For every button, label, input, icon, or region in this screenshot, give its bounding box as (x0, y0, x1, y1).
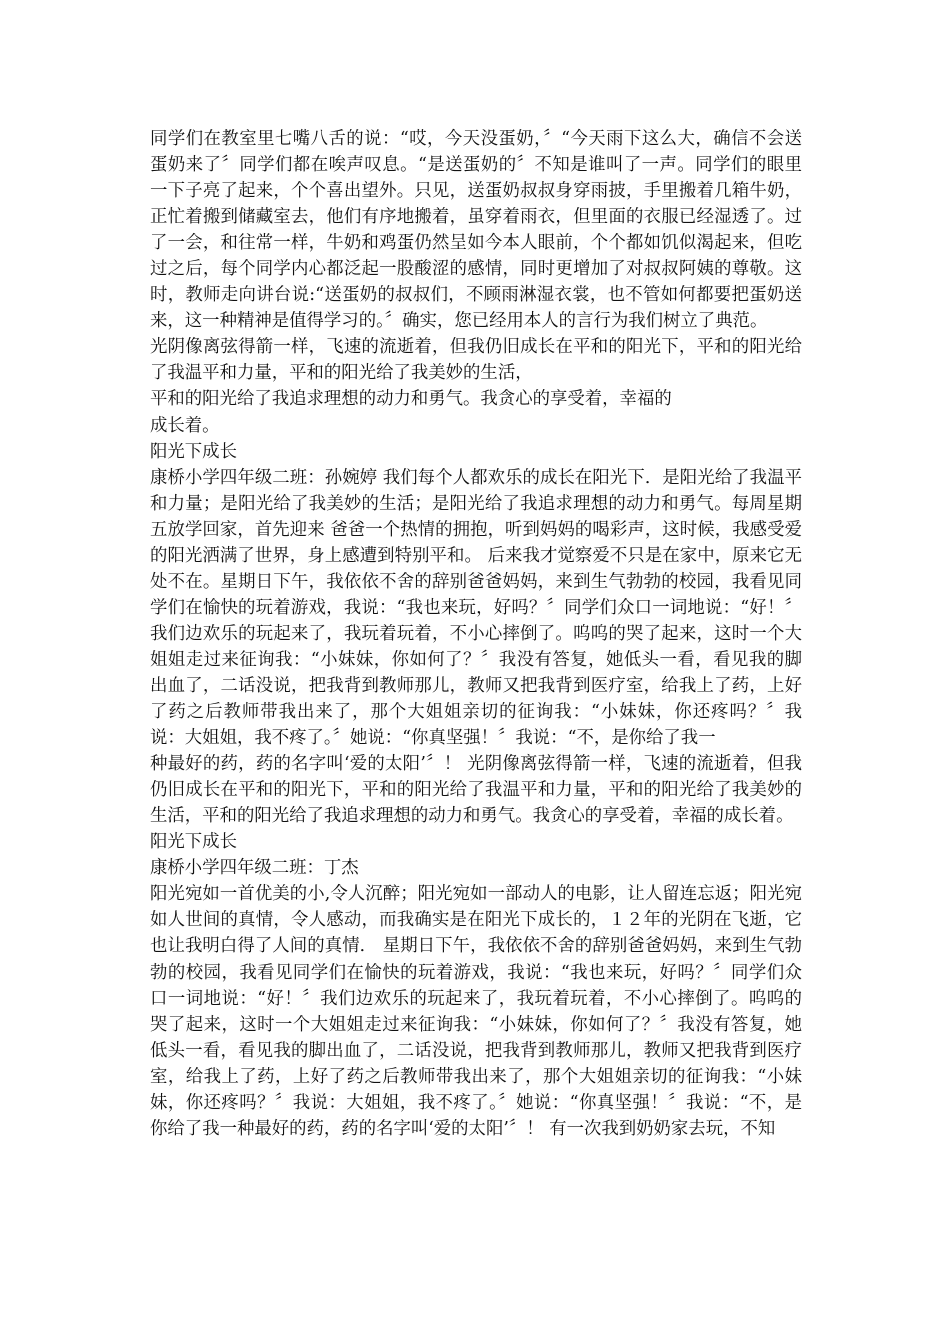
paragraph-time-flies: 光阴像离弦得箭一样，飞速的流逝着，但我仍旧成长在平和的阳光下，平和的阳光给了我温平和力量，平和的阳光给了我美妙的生活， (150, 337, 802, 384)
paragraph-milk-delivery: 同学们在教室里七嘴八舌的说：“哎，今天没蛋奶，〞“今天雨下这么大，确信不会送蛋奶来了〞同学们都在唉声叹息。“是送蛋奶的〞不知是谁叫了一声。同学们的眼里一下子亮了起来，个个喜出望外。只见，送蛋奶叔叔身穿雨披，手里搬着几箱牛奶，正忙着搬到储藏室去，他们有序地搬着，虽穿着雨衣，但里面的衣服已经湿透了。过了一会，和往常一样，牛奶和鸡蛋仍然呈如今本人眼前，个个都如饥似渴起来，但吃过之后，每个同学内心都泛起一股酸涩的感情，同时更增加了对叔叔阿姨的尊敬。这时，教师走向讲台说:“送蛋奶的叔叔们，不顾雨淋湿衣裳，也不管如何都要把蛋奶送来，这一种精神是值得学习的。〞确实，您已经用本人的言行为我们树立了典范。 (150, 129, 802, 332)
essay-body-ding-jie: 阳光宛如一首优美的小,令人沉醉；阳光宛如一部动人的电影，让人留连忘返；阳光宛如人世间的真情，令人感动，而我确实是在阳光下成长的，１２年的光阴在飞逝，它也让我明白得了人间的真情． 星期日下午，我依依不舍的辞别爸爸妈妈，来到生气勃勃的校园，我看见同学们在愉快的玩着游戏，我说：“我也来玩，好吗？〞同学们众口一词地说：“好！〞我们边欢乐的玩起来了，我玩着玩着，不小心摔倒了。呜呜的哭了起来，这时一个大姐姐走过来征询我：“小妹妹，你如何了？〞我没有答复，她低头一看，看见我的脚出血了，二话没说，把我背到教师那儿，教师又把我背到医疗室，给我上了药，上好了药之后教师带我出来了，那个大姐姐亲切的征询我：“小妹妹，你还疼吗？〞我说：大姐姐，我不疼了。〞她说：“你真坚强！〞我说：“不，是你给了我一种最好的药，药的名字叫‘爱的太阳’〞！ 有一次我到奶奶家去玩，不知 (150, 884, 802, 1139)
paragraph-growing: 成长着。 (150, 415, 220, 436)
paragraph-courage: 平和的阳光给了我追求理想的动力和勇气。我贪心的享受着，幸福的 (150, 389, 672, 410)
essay-title-2: 阳光下成长 (150, 832, 237, 853)
essay-body-sun-wanting: 康桥小学四年级二班：孙婉婷 我们每个人都欢乐的成长在阳光下．是阳光给了我温平和力量；是阳光给了我美妙的生活；是阳光给了我追求理想的动力和勇气。每周星期五放学回家，首先迎来 爸爸一个热情的拥抱，听到妈妈的喝彩声，这时候，我感受爱的阳光洒满了世界，身上感遭到特别平和。 后来我才觉察爱不只是在家中，原来它无处不在。星期日下午，我依依不舍的辞别爸爸妈妈，来到生气勃勃的校园，我看见同学们在愉快的玩着游戏，我说：“我也来玩，好吗？〞同学们众口一词地说：“好！〞我们边欢乐的玩起来了，我玩着玩着，不小心摔倒了。呜呜的哭了起来，这时一个大姐姐走过来征询我：“小妹妹，你如何了？〞我没有答复，她低头一看，看见我的脚出血了，二话没说，把我背到教师那儿，教师又把我背到医疗室，给我上了药，上好了药之后教师带我出来了，那个大姐姐亲切的征询我：“小妹妹，你还疼吗？〞我说：大姐姐，我不疼了。〞她说：“你真坚强！〞我说：“不，是你给了我一 (150, 467, 802, 749)
essay-body-sun-wanting-cont: 种最好的药，药的名字叫‘爱的太阳’〞！ 光阴像离弦得箭一样，飞速的流逝着，但我仍旧成长在平和的阳光下，平和的阳光给了我温平和力量，平和的阳光给了我美妙的生活，平和的阳光给了我追求理想的动力和勇气。我贪心的享受着，幸福的成长着。 (150, 754, 802, 827)
document-body (150, 126, 802, 1142)
essay-author-ding-jie: 康桥小学四年级二班：丁杰 (150, 858, 359, 879)
essay-title-1: 阳光下成长 (150, 441, 237, 462)
